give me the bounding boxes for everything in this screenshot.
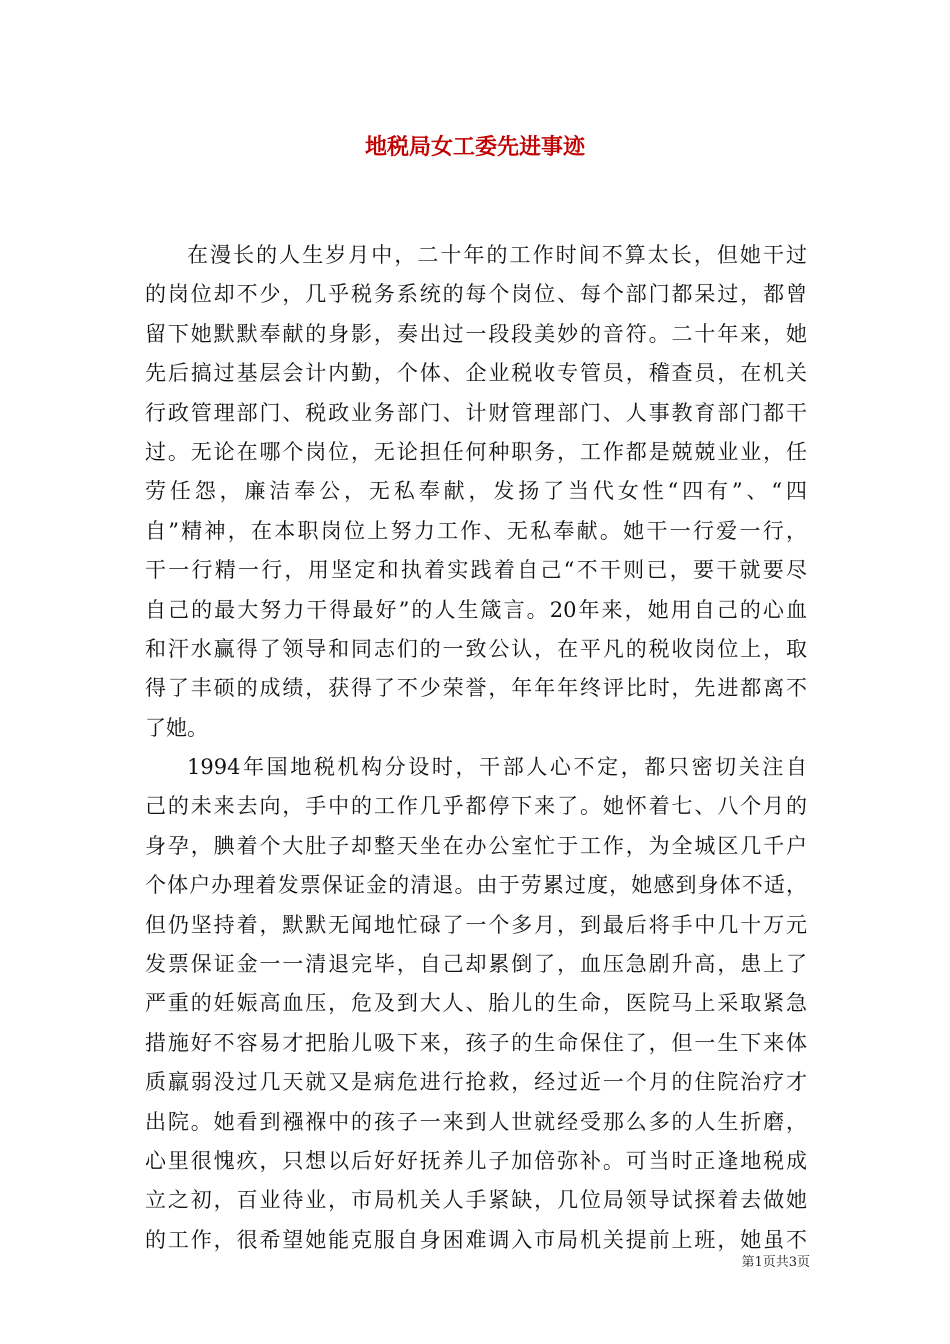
- text-line: 己的未来去向，手中的工作几乎都停下来了。她怀着七、八个月的: [145, 794, 807, 819]
- text-line: 身孕，腆着个大肚子却整天坐在办公室忙于工作，为全城区几千户: [145, 833, 807, 858]
- text-line: 措施好不容易才把胎儿吸下来，孩子的生命保住了，但一生下来体: [145, 1030, 807, 1055]
- text-line: 干一行精一行，用坚定和执着实践着自己“不干则已，要干就要尽: [145, 558, 807, 583]
- paragraph-2: [145, 748, 807, 1260]
- text-line: 和汗水赢得了领导和同志们的一致公认，在平凡的税收岗位上，取: [145, 636, 807, 661]
- text-line: 的岗位却不少，几乎税务系统的每个岗位、每个部门都呆过，都曾: [145, 282, 807, 307]
- text-line: 发票保证金一一清退完毕，自己却累倒了，血压急剧升高，患上了: [145, 952, 807, 977]
- page-number: 第1页共3页: [741, 1255, 810, 1270]
- text-line: 了她。: [145, 715, 208, 740]
- text-line: 出院。她看到襁褓中的孩子一来到人世就经受那么多的人生折磨，: [145, 1109, 807, 1134]
- text-line: 但仍坚持着，默默无闻地忙碌了一个多月，到最后将手中几十万元: [145, 912, 807, 937]
- text-line: 个体户办理着发票保证金的清退。由于劳累过度，她感到身体不适，: [145, 873, 807, 898]
- text-line: 留下她默默奉献的身影，奏出过一段段美妙的音符。二十年来，她: [145, 321, 807, 346]
- text-line: 在漫长的人生岁月中，二十年的工作时间不算太长，但她干过: [187, 243, 807, 267]
- document-body: [145, 236, 807, 1260]
- text-line: 严重的妊娠高血压，危及到大人、胎儿的生命，医院马上采取紧急: [145, 991, 807, 1016]
- text-line: 自己的最大努力干得最好”的人生箴言。20年来，她用自己的心血: [145, 597, 807, 622]
- text-line: 劳任怨，廉洁奉公，无私奉献，发扬了当代女性“四有”、“四: [145, 479, 807, 504]
- text-line: 过。无论在哪个岗位，无论担任何种职务，工作都是兢兢业业，任: [145, 439, 807, 464]
- text-line: 1994年国地税机构分设时，干部人心不定，都只密切关注自: [187, 755, 807, 780]
- text-line: 得了丰硕的成绩，获得了不少荣誉，年年年终评比时，先进都离不: [145, 676, 807, 701]
- text-line: 行政管理部门、税政业务部门、计财管理部门、人事教育部门都干: [145, 400, 807, 425]
- text-line: 心里很愧疚，只想以后好好抚养儿子加倍弥补。可当时正逢地税成: [145, 1148, 807, 1173]
- document-title: 地税局女工委先进事迹: [364, 134, 585, 160]
- text-line: 的工作，很希望她能克服自身困难调入市局机关提前上班，她虽不: [145, 1227, 807, 1252]
- text-line: 立之初，百业待业，市局机关人手紧缺，几位局领导试探着去做她: [145, 1188, 807, 1213]
- text-line: 质羸弱没过几天就又是病危进行抢救，经过近一个月的住院治疗才: [145, 1070, 807, 1095]
- text-line: 先后搞过基层会计内勤，个体、企业税收专管员，稽查员，在机关: [145, 361, 807, 386]
- text-line: 自”精神，在本职岗位上努力工作、无私奉献。她干一行爱一行，: [145, 518, 807, 543]
- paragraph-1: [145, 236, 807, 748]
